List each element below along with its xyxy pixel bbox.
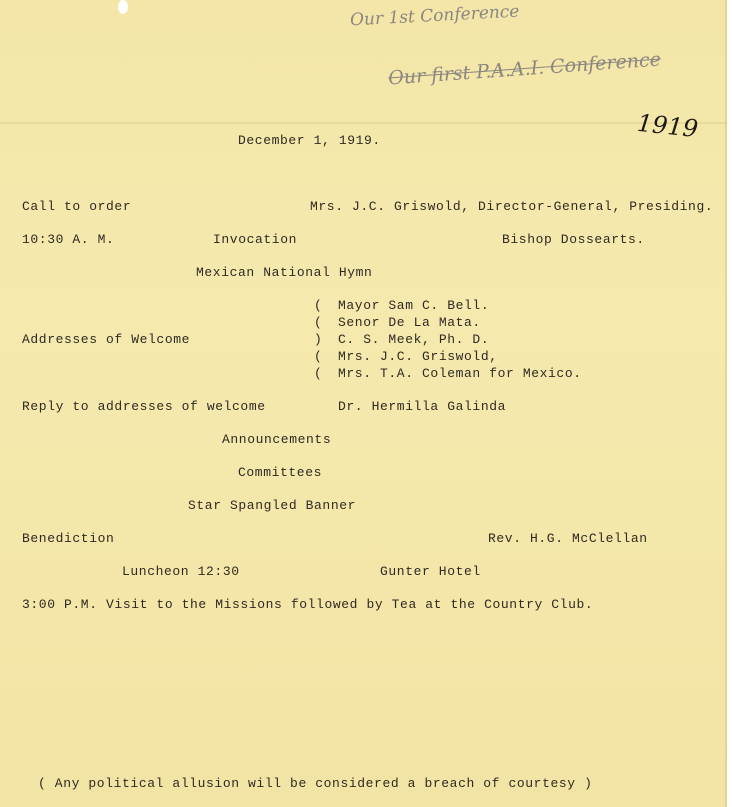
committees: Committees [238, 465, 323, 480]
footer-note: ( Any political allusion will be considered a breach of courtesy ) [38, 776, 593, 791]
handwritten-note-1: Our 1st Conference [349, 1, 520, 31]
luncheon-place: Gunter Hotel [380, 564, 481, 579]
call-to-order-presider: Mrs. J.C. Griswold, Director-General, Presiding. [310, 199, 714, 214]
welcome-speaker: Senor De La Mata. [338, 315, 481, 330]
benediction-label: Benediction [22, 531, 115, 546]
luncheon-label: Luncheon 12:30 [122, 564, 240, 579]
bracket-open: ( [314, 366, 322, 381]
invocation-time: 10:30 A. M. [22, 232, 115, 247]
reply-label: Reply to addresses of welcome [22, 399, 266, 414]
call-to-order-label: Call to order [22, 199, 132, 214]
welcome-speaker: C. S. Meek, Ph. D. [338, 332, 490, 347]
welcome-label: Addresses of Welcome [22, 332, 191, 347]
handwritten-note-2: Our first P.A.A.I. Conference [387, 48, 662, 90]
hymn: Mexican National Hymn [196, 265, 373, 280]
invocation-by: Bishop Dossearts. [502, 232, 645, 247]
welcome-speaker: Mrs. J.C. Griswold, [338, 349, 498, 364]
bracket-close: ) [314, 332, 322, 347]
bracket-open: ( [314, 298, 322, 313]
welcome-speaker: Mrs. T.A. Coleman for Mexico. [338, 366, 582, 381]
benediction-by: Rev. H.G. McClellan [488, 531, 648, 546]
reply-by: Dr. Hermilla Galinda [338, 399, 507, 414]
handwritten-year: 1919 [635, 108, 700, 144]
document-date: December 1, 1919. [238, 133, 381, 148]
bracket-open: ( [314, 315, 322, 330]
welcome-speaker: Mayor Sam C. Bell. [338, 298, 490, 313]
paper-fold [0, 122, 727, 124]
paper-hole [118, 0, 128, 14]
announcements: Announcements [222, 432, 332, 447]
bracket-open: ( [314, 349, 322, 364]
invocation-label: Invocation [213, 232, 298, 247]
afternoon-program: 3:00 P.M. Visit to the Missions followed by Tea at the Country Club. [22, 597, 594, 612]
anthem: Star Spangled Banner [188, 498, 357, 513]
